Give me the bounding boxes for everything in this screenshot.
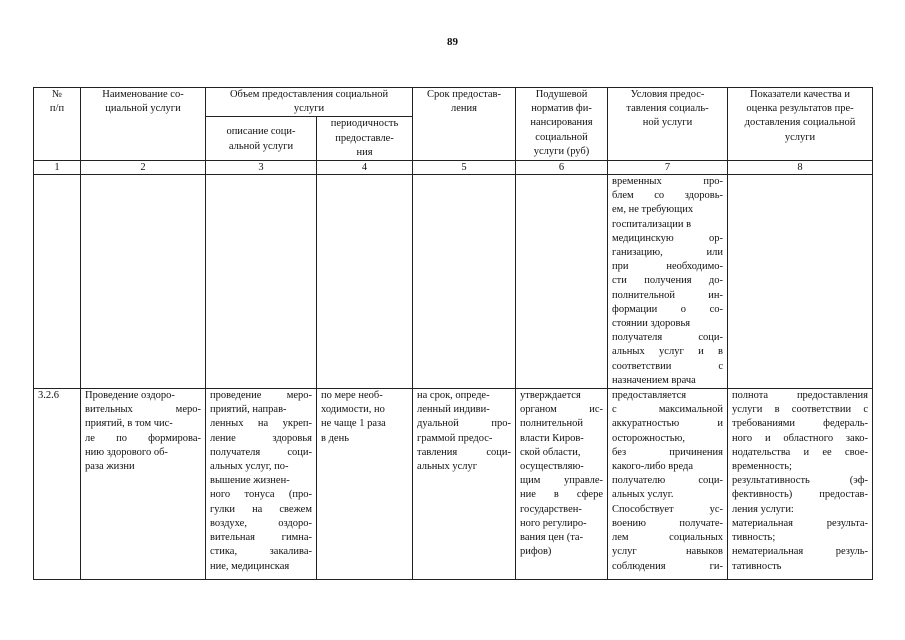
service-norm: утверждается органом ис- полнительной власти Киров- ской области, осуществляю- щим управле- ние в сфере государствен- ного регулиро- вания цен (та- рифов) (516, 389, 608, 580)
header-col-number: № п/п (34, 88, 81, 161)
header-col-periodicity: периодичность предоставле- ния (317, 117, 413, 161)
header-volume-group: Объем предоставления социальной услуги (206, 88, 413, 117)
header-row (34, 88, 873, 117)
page-number: 89 (447, 36, 458, 48)
service-row-3-2-6 (34, 389, 873, 580)
continuation-row (34, 175, 873, 389)
colnum-4: 4 (317, 161, 413, 175)
service-term: на срок, опреде- ленный индиви- дуальной про- граммой предос- тавления соци- альных услуг (413, 389, 516, 580)
header-col-norm: Подушевой норматив фи- нансирования социальной услуги (руб) (516, 88, 608, 161)
colnum-2: 2 (81, 161, 206, 175)
row-number: 3.2.6 (34, 389, 81, 580)
colnum-5: 5 (413, 161, 516, 175)
continuation-conditions: временных про- блем со здоровь- ем, не требующих госпитализации в медицинскую ор- ганизацию, или при необходимо- сти получения до- полнительной ин- формации о со- стоянии здоровья получателя соци- альных услуг и в соответствии с назначением врача (608, 175, 728, 389)
service-quality: полнота предоставления услуги в соответствии с требованиями федераль- ного и областного зако- нодательства и ее свое- временность; результативность (эф- фективность) предостав- ления услуги: материальная результа- тивность; нематериальная резуль- тативность (728, 389, 873, 580)
header-col-description: описание соци- альной услуги (206, 117, 317, 161)
header-col-quality: Показатели качества и оценка результатов пре- доставления социальной услуги (728, 88, 873, 161)
header-col-name: Наименование со- циальной услуги (81, 88, 206, 161)
colnum-8: 8 (728, 161, 873, 175)
service-conditions: предоставляется с максимальной аккуратностью и осторожностью, без причинения какого-либо вреда получателю соци- альных услуг. Способствует ус- воению получате- лем социальных услуг навыков соблюдения ги- (608, 389, 728, 580)
column-number-row (34, 161, 873, 175)
service-description: проведение меро- приятий, направ- ленных на укреп- ление здоровья получателя соци- альных услуг, по- вышение жизнен- ного тонуса (про- гулки на свежем воздухе, оздоро- вительная гимна- стика, закалива- ние, медицинская (206, 389, 317, 580)
social-services-table (33, 87, 873, 580)
service-name: Проведение оздоро- вительных меро- приятий, в том чис- ле по формирова- нию здорового об- раза жизни (81, 389, 206, 580)
colnum-7: 7 (608, 161, 728, 175)
colnum-6: 6 (516, 161, 608, 175)
colnum-3: 3 (206, 161, 317, 175)
colnum-1: 1 (34, 161, 81, 175)
header-col-conditions: Условия предос- тавления социаль- ной услуги (608, 88, 728, 161)
header-col-term: Срок предостав- ления (413, 88, 516, 161)
service-periodicity: по мере необ- ходимости, но не чаще 1 раза в день (317, 389, 413, 580)
